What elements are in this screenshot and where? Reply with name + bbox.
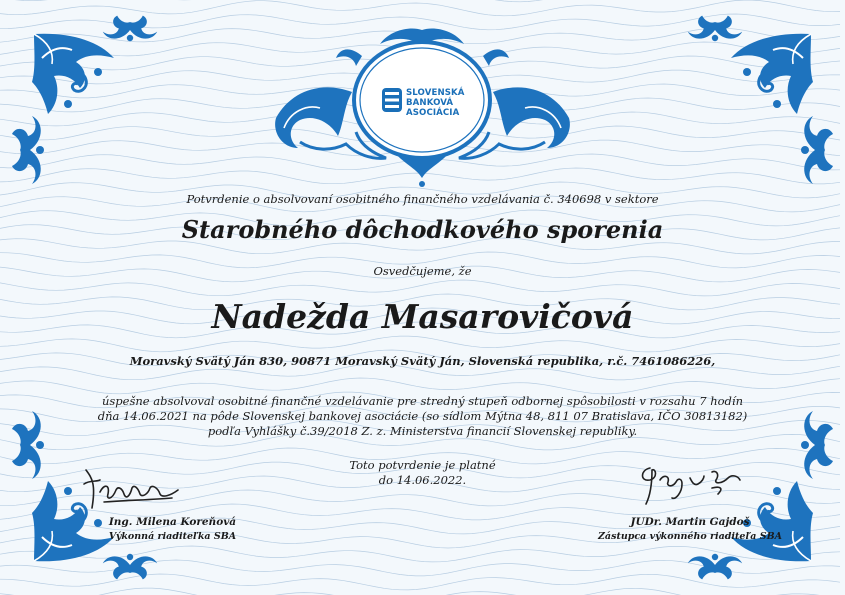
validity-line-2: do 14.06.2022.: [378, 473, 467, 487]
signatory-left-role: Výkonná riaditeľka SBA: [108, 530, 237, 542]
validity-line-1: Toto potvrdenie je platné: [349, 458, 496, 472]
recipient-address: Moravský Svätý Ján 830, 90871 Moravský Svätý Ján, Slovenská republika, r.č. 7461086226,: [129, 354, 716, 368]
body-line-1: úspešne absolvoval osobitné finančné vzdelávanie pre stredný stupeň odbornej spôsobilosti v rozsahu 7 hodín: [102, 394, 743, 408]
recipient-name: Nadežda Masarovičová: [211, 297, 634, 336]
corner-ornament-top-right: [731, 34, 813, 114]
certify-text: Osvedčujeme, že: [373, 264, 472, 278]
top-ornament-right: [688, 16, 742, 42]
signatory-right-name: JUDr. Martin Gajdoš: [630, 516, 750, 528]
side-ornament-left-top: [12, 116, 44, 184]
validity-text: [0, 458, 845, 488]
certificate-body: [0, 394, 845, 439]
corner-ornament-top-left: [32, 34, 114, 114]
signature-block-right: [590, 515, 790, 543]
bottom-ornament-left: [103, 554, 157, 580]
signature-block-left: [85, 515, 260, 543]
certificate-sector-title: Starobného dôchodkového sporenia: [181, 215, 664, 244]
bottom-ornament-right: [688, 554, 742, 580]
sba-logo-icon: [382, 88, 402, 112]
logo-line-3: ASOCIÁCIA: [406, 108, 460, 118]
signatory-left-name: Ing. Milena Koreňová: [108, 516, 237, 528]
body-line-2: dňa 14.06.2021 na pôde Slovenskej bankovej asociácie (so sídlom Mýtna 48, 811 07 Bratislava, IČO 30813182): [97, 409, 748, 423]
body-line-3: podľa Vyhlášky č.39/2018 Z. z. Ministerstva financií Slovenskej republiky.: [207, 424, 638, 438]
certificate-intro: Potvrdenie o absolvovaní osobitného finančného vzdelávania č. 340698 v sektore: [186, 192, 659, 206]
side-ornament-right-top: [801, 116, 833, 184]
logo-line-1: SLOVENSKÁ: [406, 88, 465, 98]
top-ornament-left: [103, 16, 157, 42]
logo-line-2: BANKOVÁ: [406, 98, 454, 108]
signatory-right-role: Zástupca výkonného riaditeľa SBA: [598, 530, 782, 542]
